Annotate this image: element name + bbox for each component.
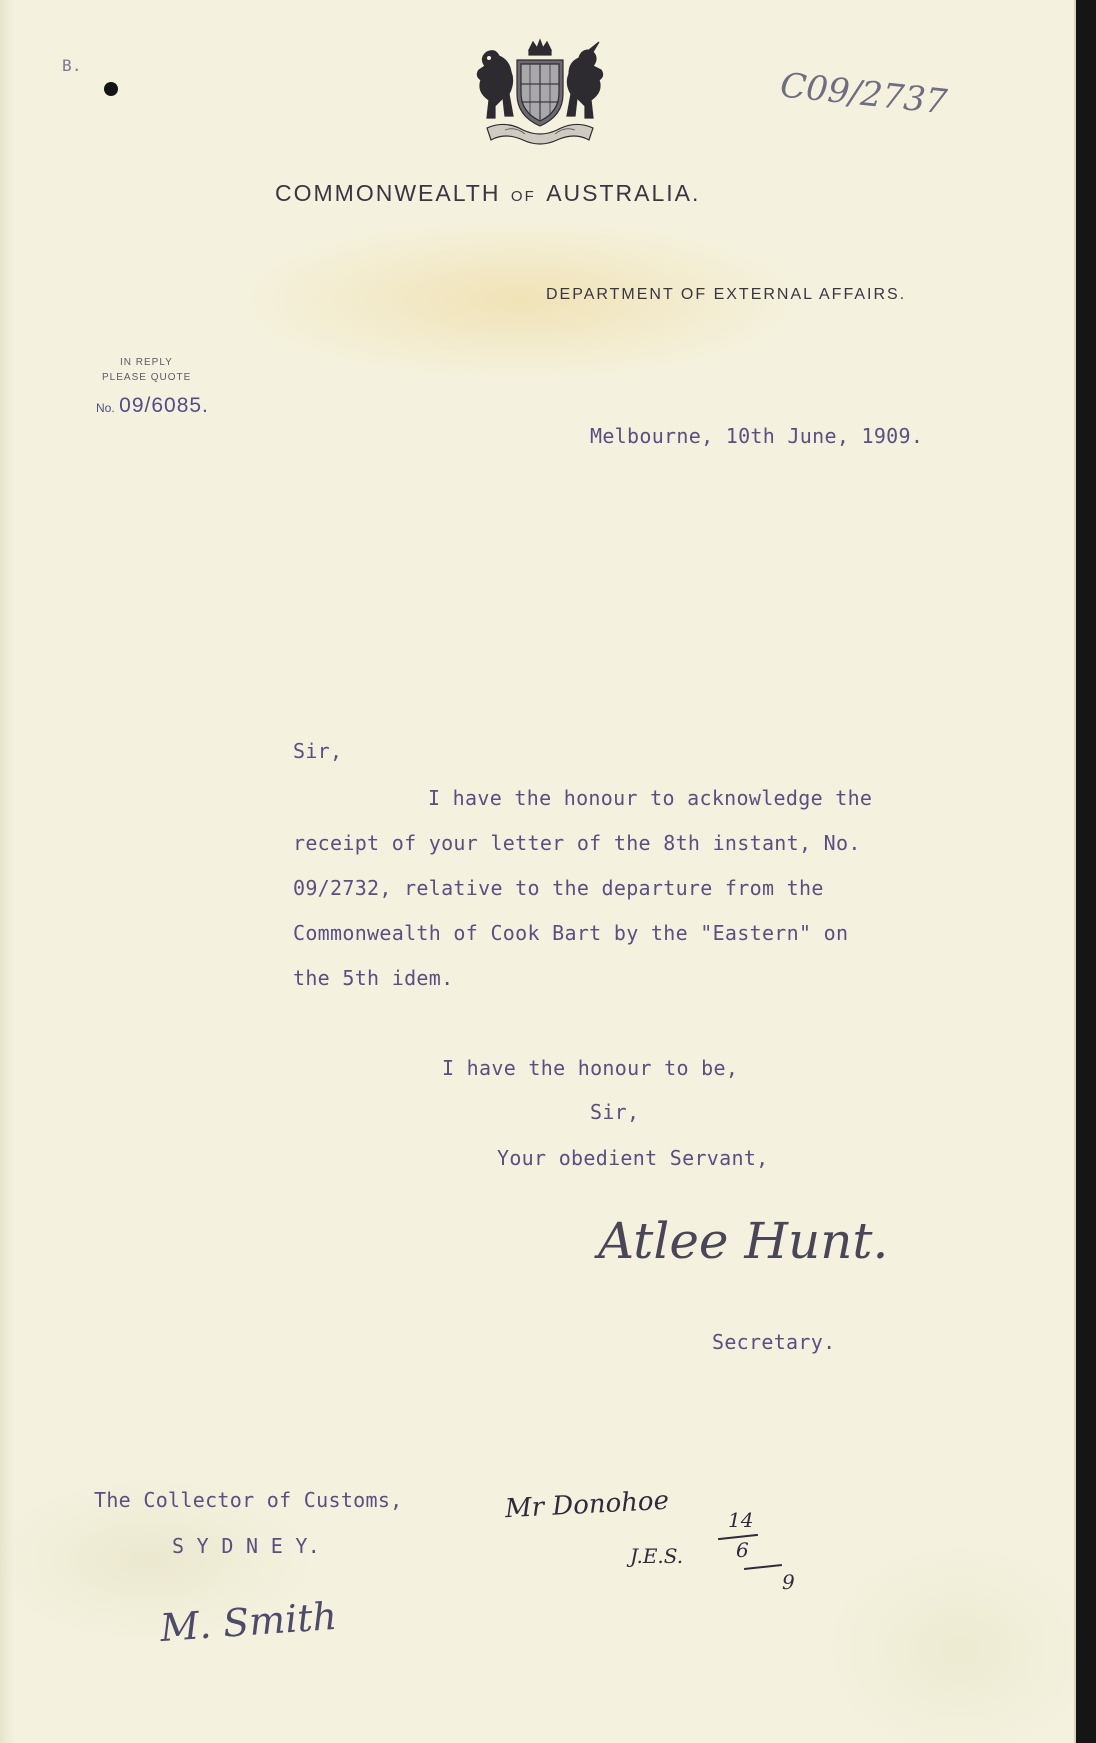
addressee-line-2: S Y D N E Y. <box>172 1534 321 1558</box>
header-country <box>275 180 700 207</box>
reply-stamp-line1: IN REPLY <box>120 357 173 368</box>
closing-line-1: I have the honour to be, <box>442 1056 739 1080</box>
body-line-4: Commonwealth of Cook Bart by the "Eastern" on <box>293 921 849 945</box>
reply-stamp-number: 09/6085. <box>119 394 209 417</box>
closing-line-3: Your obedient Servant, <box>497 1146 769 1170</box>
body-line-1: I have the honour to acknowledge the <box>428 786 873 810</box>
coat-of-arms-emblem <box>465 36 615 146</box>
header-country-of: OF <box>510 188 536 205</box>
reply-stamp-number-line <box>96 394 209 418</box>
body-line-3: 09/2732, relative to the departure from the <box>293 876 824 900</box>
ink-spot <box>104 82 118 96</box>
annotation-name: Mr Donohoe <box>504 1485 670 1525</box>
corner-mark: B. <box>62 56 82 75</box>
body-line-2: receipt of your letter of the 8th instant, No. <box>293 831 861 855</box>
body-line-5: the 5th idem. <box>293 966 454 990</box>
annotation-date-rule-2 <box>744 1564 782 1570</box>
annotation-initials: J.E.S. <box>630 1544 684 1568</box>
date-line: Melbourne, 10th June, 1909. <box>590 424 924 448</box>
annotation-date-mid: 6 <box>736 1538 749 1562</box>
page-edge-background <box>1076 0 1096 1743</box>
closing-line-2: Sir, <box>590 1100 640 1124</box>
signatory-title: Secretary. <box>712 1330 836 1354</box>
reply-stamp-line2: PLEASE QUOTE <box>102 372 192 383</box>
bottom-signature: M. Smith <box>158 1593 339 1651</box>
addressee-line-1: The Collector of Customs, <box>94 1488 403 1512</box>
header-country-name: AUSTRALIA. <box>546 180 701 206</box>
secretary-signature: Atlee Hunt. <box>598 1212 889 1270</box>
header-country-word: COMMONWEALTH <box>275 180 501 206</box>
annotation-date-top: 14 <box>728 1508 754 1532</box>
salutation: Sir, <box>293 739 343 763</box>
reply-stamp-prefix: No. <box>96 401 115 415</box>
handwritten-file-number: C09/2737 <box>778 65 949 123</box>
annotation-date-bottom: 9 <box>782 1570 795 1594</box>
department-heading: DEPARTMENT OF EXTERNAL AFFAIRS. <box>546 286 907 303</box>
